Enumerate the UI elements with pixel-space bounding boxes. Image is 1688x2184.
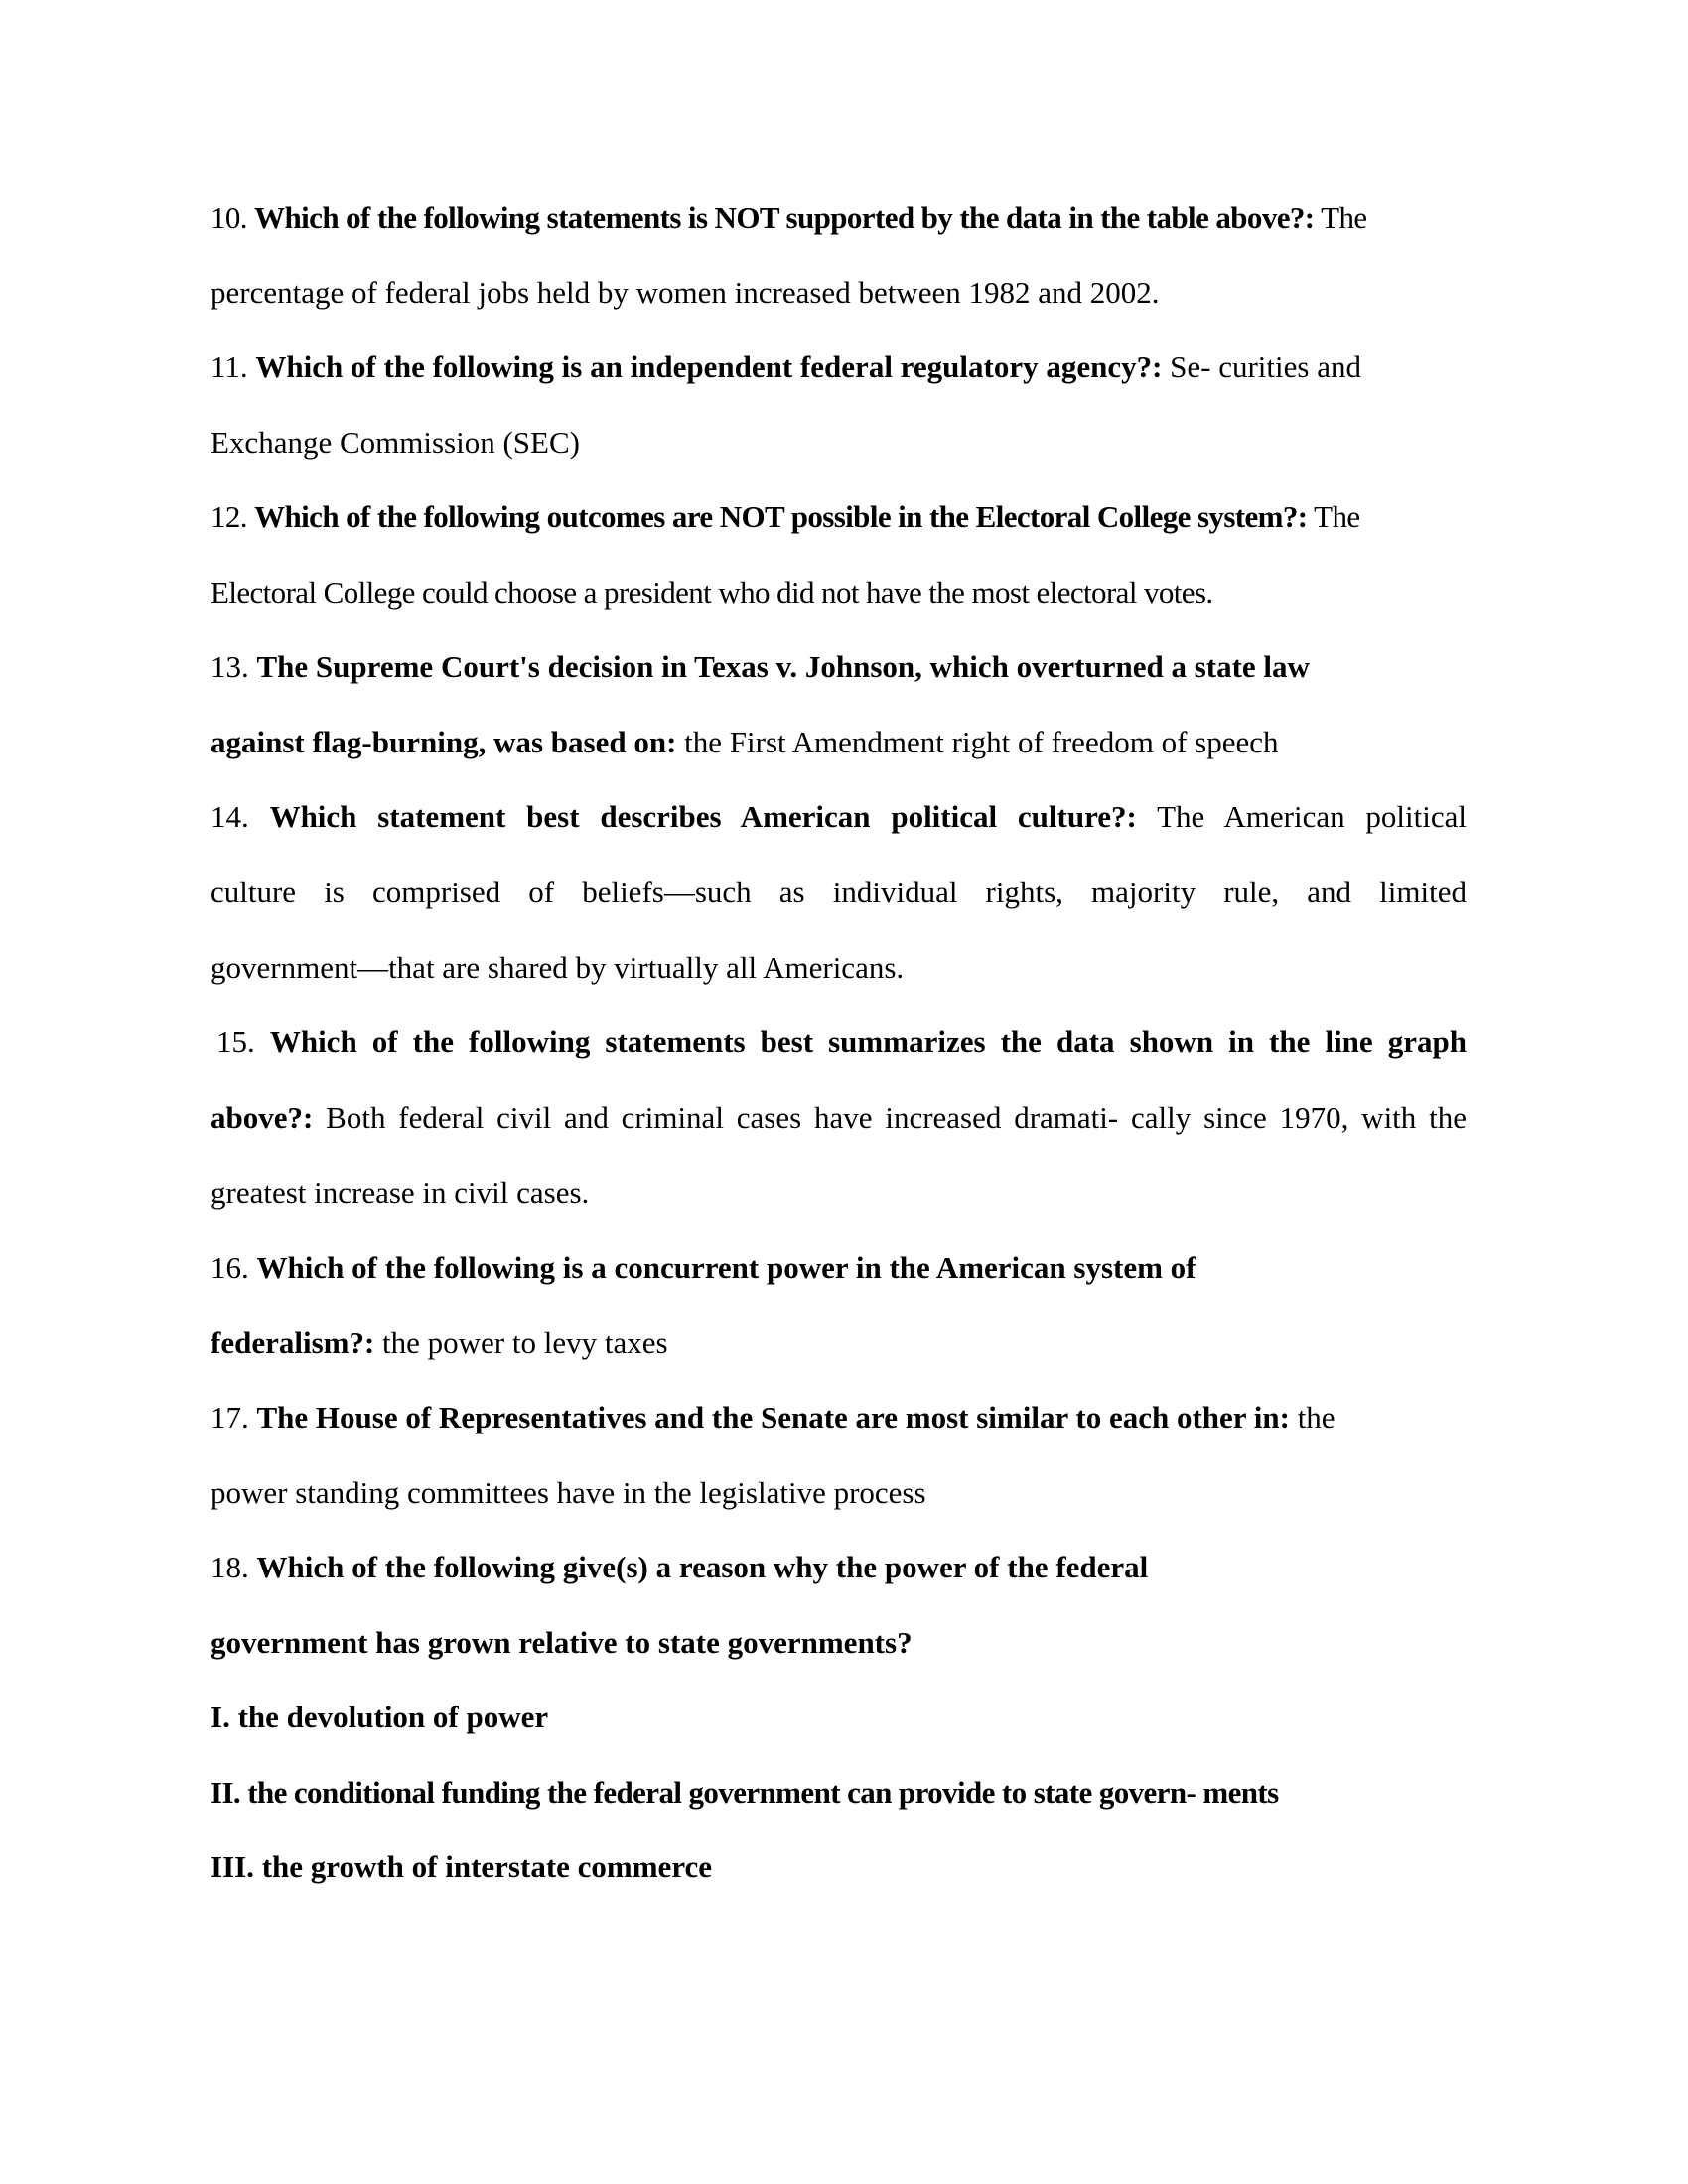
item-18-option-3 <box>211 1847 712 1887</box>
item-number: 18. <box>211 1550 249 1584</box>
answer-text: The American political <box>1157 799 1468 834</box>
item-number: 10. <box>211 201 247 235</box>
answer-text: greatest increase in civil cases. <box>211 1175 590 1210</box>
item-16-line-1 <box>211 1248 1196 1288</box>
question-text: The Supreme Court's decision in Texas v. Johnson, which overturned a state law <box>256 649 1310 684</box>
item-number: 12. <box>211 499 247 534</box>
answer-text: power standing committees have in the legislative process <box>211 1475 926 1510</box>
item-15-line-1 <box>216 1023 1467 1062</box>
item-18-option-1 <box>211 1698 548 1737</box>
option-text: II. the conditional funding the federal government can provide to state govern- ments <box>211 1775 1279 1810</box>
item-17-line-2 <box>211 1473 926 1513</box>
question-text: Which of the following statements is NOT supported by the data in the table above?: <box>254 201 1315 235</box>
item-13-line-1 <box>211 647 1310 687</box>
answer-text: Electoral College could choose a president who did not have the most electoral votes. <box>211 575 1213 610</box>
item-17-line-1 <box>211 1398 1336 1437</box>
answer-text: the First Amendment right of freedom of speech <box>684 725 1279 759</box>
item-12-line-2 <box>211 573 1213 613</box>
question-text: federalism?: <box>211 1325 375 1360</box>
answer-text: the power to levy taxes <box>382 1325 668 1360</box>
answer-text: government—that are shared by virtually all Americans. <box>211 950 905 985</box>
item-number: 15. <box>216 1024 255 1059</box>
question-text: government has grown relative to state governments? <box>211 1625 913 1660</box>
option-text: III. the growth of interstate commerce <box>211 1849 713 1884</box>
item-18-option-2 <box>211 1773 1279 1813</box>
answer-text: culture is comprised of beliefs—such as individual rights, majority rule, and limited <box>211 875 1467 909</box>
item-number: 11. <box>211 349 248 384</box>
question-text: Which of the following is an independent federal regulatory agency?: <box>255 349 1163 384</box>
item-14-line-1 <box>211 797 1467 837</box>
question-text: Which of the following statements best summarizes the data shown in the line graph <box>269 1024 1467 1059</box>
answer-text: Both federal civil and criminal cases have increased dramati- cally since 1970, with the <box>326 1100 1467 1135</box>
option-text: I. the devolution of power <box>211 1700 549 1734</box>
answer-text: The <box>1314 499 1360 534</box>
question-text: against flag-burning, was based on: <box>211 725 677 759</box>
answer-text: Exchange Commission (SEC) <box>211 425 580 460</box>
item-11-line-2 <box>211 423 580 463</box>
item-18-line-2 <box>211 1623 913 1663</box>
item-15-line-3 <box>211 1173 589 1213</box>
question-text: Which of the following give(s) a reason why the power of the federal <box>256 1550 1149 1584</box>
answer-text: percentage of federal jobs held by women increased between 1982 and 2002. <box>211 275 1160 310</box>
item-18-line-1 <box>211 1548 1148 1587</box>
item-10-line-2 <box>211 273 1159 313</box>
item-15-line-2 <box>211 1098 1467 1138</box>
answer-text: the <box>1297 1400 1336 1434</box>
question-text: Which statement best describes American political culture?: <box>269 799 1137 834</box>
item-10-line-1 <box>211 199 1367 238</box>
item-16-line-2 <box>211 1323 668 1363</box>
item-13-line-2 <box>211 723 1278 762</box>
item-number: 13. <box>211 649 249 684</box>
item-number: 16. <box>211 1250 249 1285</box>
answer-text: Se- curities and <box>1170 349 1361 384</box>
item-11-line-1 <box>211 347 1361 387</box>
item-14-line-3 <box>211 948 904 988</box>
question-text: Which of the following outcomes are NOT possible in the Electoral College system?: <box>254 499 1308 534</box>
question-text: above?: <box>211 1100 314 1135</box>
item-number: 17. <box>211 1400 249 1434</box>
item-14-line-2 <box>211 873 1467 912</box>
item-12-line-1 <box>211 497 1360 537</box>
question-text: Which of the following is a concurrent power in the American system of <box>256 1250 1196 1285</box>
answer-text: The <box>1321 201 1367 235</box>
question-text: The House of Representatives and the Senate are most similar to each other in: <box>256 1400 1290 1434</box>
item-number: 14. <box>211 799 249 834</box>
